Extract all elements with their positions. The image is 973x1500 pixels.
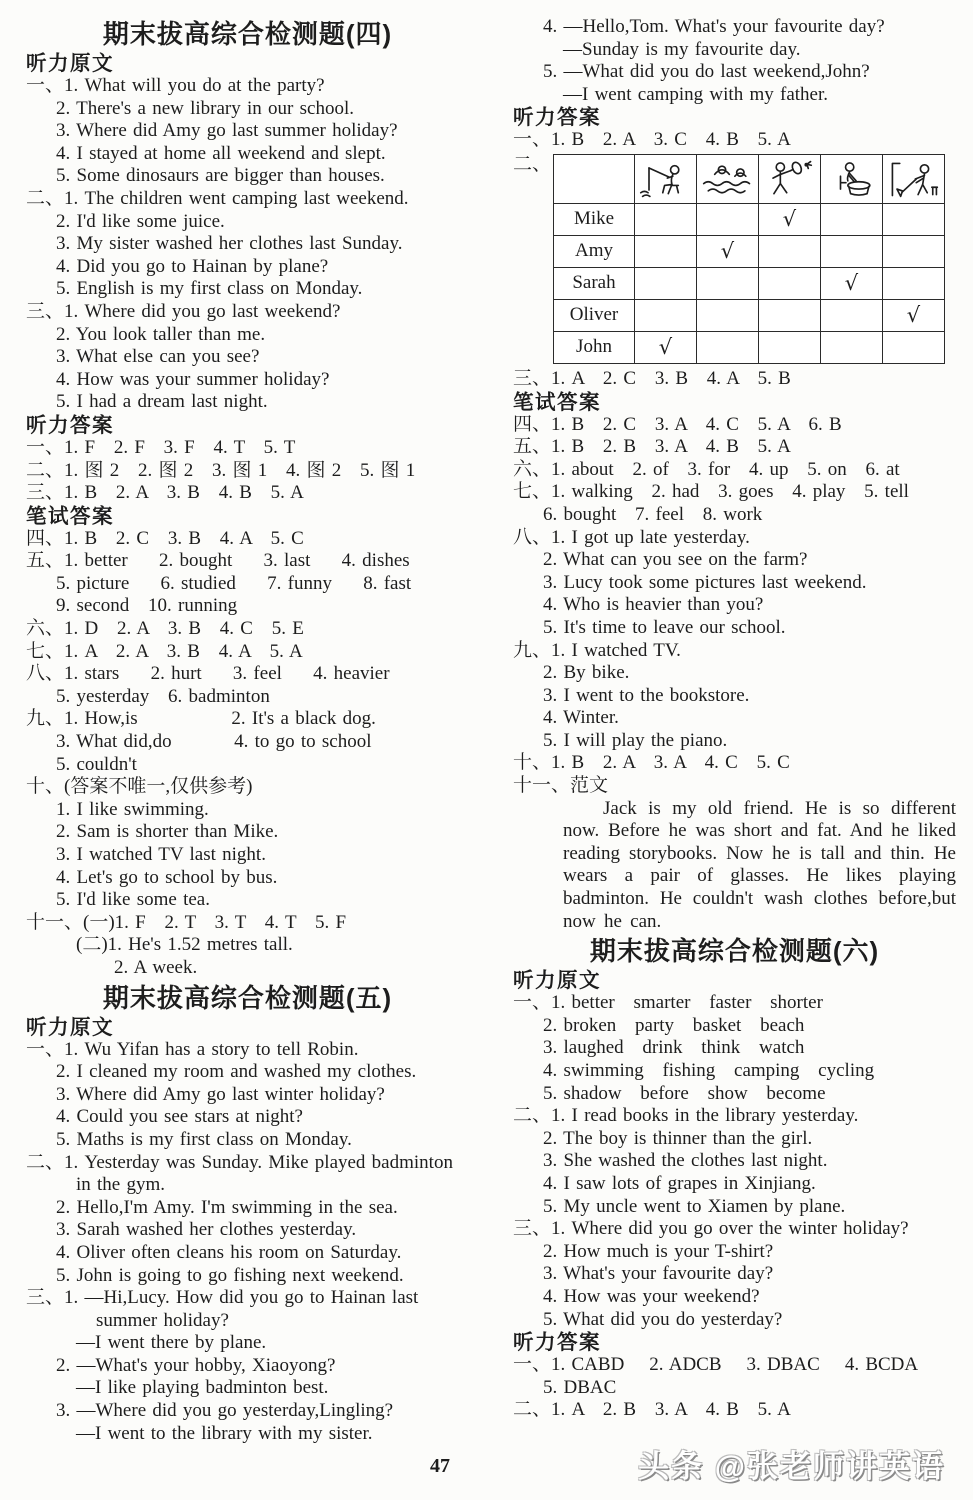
text-line: 5. English is my first class on Monday. [56, 278, 363, 300]
text-line: summer holiday? [96, 1309, 229, 1331]
text-line: 5. Some dinosaurs are bigger than houses. [56, 165, 385, 187]
part-heading: 听力答案 [513, 1331, 601, 1355]
empty-cell [635, 203, 697, 235]
text-line: 四、1. B 2. C 3. B 4. A 5. C [26, 527, 304, 549]
text-line: 十、1. B 2. A 3. A 4. C 5. C [513, 752, 790, 774]
check-mark: √ [759, 203, 821, 235]
text-line: 七、1. A 2. A 3. B 4. A 5. A [26, 640, 303, 662]
text-line: 3. I went to the bookstore. [543, 684, 750, 706]
text-line: 五、1. better 2. bought 3. last 4. dishes [26, 550, 410, 572]
text-line: 八、1. stars 2. hurt 3. feel 4. heavier [26, 663, 390, 685]
text-line: 5. I'd like some tea. [56, 889, 210, 911]
text-line: 5. DBAC [543, 1376, 617, 1398]
part-heading: 听力原文 [513, 969, 601, 993]
table-row [554, 299, 945, 331]
text-line: 3. My sister washed her clothes last Sunday. [56, 233, 403, 255]
text-line: 5. couldn't [56, 753, 137, 775]
text-line: 4. How was your summer holiday? [56, 368, 330, 390]
check-mark: √ [883, 299, 945, 331]
part-heading: 听力答案 [26, 413, 114, 437]
text-line: 二、1. 图 2 2. 图 2 3. 图 1 4. 图 2 5. 图 1 [26, 459, 416, 481]
text-line: 9. second 10. running [56, 595, 238, 617]
text-line: 2. I'd like some juice. [56, 210, 225, 232]
empty-cell [821, 331, 883, 363]
empty-cell [821, 235, 883, 267]
listening-match-section [513, 154, 956, 364]
text-line: 5. I had a dream last night. [56, 391, 268, 413]
text-line: —Sunday is my favourite day. [563, 38, 801, 60]
text-line: 2. How much is your T-shirt? [543, 1240, 774, 1262]
text-line: 一、1. better smarter faster shorter [513, 992, 823, 1014]
part-heading: 听力答案 [513, 106, 601, 130]
text-line: 3. What else can you see? [56, 346, 260, 368]
text-line: —I like playing badminton best. [76, 1377, 329, 1399]
text-line: 5. John is going to go fishing next weekend. [56, 1264, 404, 1286]
text-line: 八、1. I got up late yesterday. [513, 526, 750, 548]
text-line: —I went camping with my father. [563, 83, 828, 105]
test-title: 期末拔高综合检测题(六) [589, 936, 880, 967]
text-line: 5. It's time to leave our school. [543, 616, 786, 638]
table-row [554, 235, 945, 267]
watermark: 头条 @张老师讲英语 [638, 1449, 945, 1484]
text-line: 2. I cleaned my room and washed my clothes. [56, 1061, 417, 1083]
test-title: 期末拔高综合检测题(五) [102, 982, 393, 1013]
empty-cell [697, 203, 759, 235]
text-line: 3. Where did Amy go last winter holiday? [56, 1083, 385, 1105]
text-line: 4. Who is heavier than you? [543, 594, 764, 616]
empty-cell [635, 235, 697, 267]
empty-cell [883, 267, 945, 299]
text-line: 2. Hello,I'm Amy. I'm swimming in the sea. [56, 1196, 398, 1218]
washing-clothes-icon [821, 154, 883, 203]
check-mark: √ [635, 331, 697, 363]
empty-cell [635, 267, 697, 299]
empty-cell [883, 331, 945, 363]
text-line: 三、1. Where did you go last weekend? [26, 300, 341, 322]
empty-cell [883, 203, 945, 235]
text-line: 5. My uncle went to Xiamen by plane. [543, 1195, 846, 1217]
text-line: 5. Maths is my first class on Monday. [56, 1128, 352, 1150]
text-line: 七、1. walking 2. had 3. goes 4. play 5. tell [513, 481, 909, 503]
text-line: 一、1. CABD 2. ADCB 3. DBAC 4. BCDA [513, 1354, 919, 1376]
part-heading: 听力原文 [26, 1015, 114, 1039]
text-line: 3. —Where did you go yesterday,Lingling? [56, 1400, 394, 1422]
text-line: 十、(答案不唯一,仅供参考) [26, 776, 253, 798]
student-name: Amy [554, 235, 635, 267]
student-name: John [554, 331, 635, 363]
text-line: 2. You look taller than me. [56, 323, 266, 345]
student-name: Mike [554, 203, 635, 235]
empty-cell [697, 267, 759, 299]
text-line: 一、1. Wu Yifan has a story to tell Robin. [26, 1038, 359, 1060]
text-line: 3. She washed the clothes last night. [543, 1150, 828, 1172]
essay-paragraph: Jack is my old friend. He is so different now. Before he was short and fat. And he liked reading storybooks. Now he is tall and thin. He wears a pair of glasses. He likes playing badminton. He couldn't wash clothes before,but now he can. [563, 797, 956, 932]
text-line: 五、1. B 2. B 3. A 4. B 5. A [513, 436, 791, 458]
empty-cell [759, 299, 821, 331]
empty-cell [635, 299, 697, 331]
text-line: 4. Winter. [543, 707, 619, 729]
empty-cell [697, 331, 759, 363]
text-line: 2. Sam is shorter than Mike. [56, 821, 279, 843]
left-column [26, 16, 469, 1445]
text-line: 2. —What's your hobby, Xiaoyong? [56, 1354, 336, 1376]
text-line: 5. picture 6. studied 7. funny 8. fast [56, 572, 412, 594]
text-line: 十一、范文 [513, 775, 609, 797]
student-name: Oliver [554, 299, 635, 331]
sweeping-icon [883, 154, 945, 203]
text-line: 5. shadow before show become [543, 1082, 826, 1104]
table-row [554, 267, 945, 299]
badminton-icon [759, 154, 821, 203]
student-name: Sarah [554, 267, 635, 299]
part-heading: 笔试答案 [26, 504, 114, 528]
activity-table [553, 154, 945, 364]
text-line: 2. There's a new library in our school. [56, 97, 354, 119]
text-line: in the gym. [76, 1174, 166, 1196]
empty-cell [883, 235, 945, 267]
text-line: 4. Oliver often cleans his room on Saturday. [56, 1241, 402, 1263]
text-line: 4. Could you see stars at night? [56, 1106, 303, 1128]
text-line: 5. I will play the piano. [543, 729, 728, 751]
text-line: 十一、(一)1. F 2. T 3. T 4. T 5. F [26, 911, 347, 933]
text-line: 四、1. B 2. C 3. A 4. C 5. A 6. B [513, 413, 842, 435]
table-row [554, 331, 945, 363]
text-line: 2. broken party basket beach [543, 1014, 805, 1036]
check-mark: √ [697, 235, 759, 267]
text-line: 二、1. A 2. B 3. A 4. B 5. A [513, 1399, 791, 1421]
section-marker: 二、 [513, 153, 552, 175]
page-number: 47 [430, 1455, 450, 1477]
text-line: 4. How was your weekend? [543, 1285, 760, 1307]
text-line: 三、1. A 2. C 3. B 4. A 5. B [513, 367, 791, 389]
text-line: 3. What's your favourite day? [543, 1263, 774, 1285]
empty-cell [821, 203, 883, 235]
text-line: 3. I watched TV last night. [56, 844, 266, 865]
table-corner-cell [554, 154, 635, 203]
table-row [554, 203, 945, 235]
part-heading: 听力原文 [26, 52, 114, 75]
text-line: 4. I stayed at home all weekend and slept. [56, 142, 386, 164]
text-line: 4. I saw lots of grapes in Xinjiang. [543, 1172, 816, 1194]
text-line: 六、1. D 2. A 3. B 4. C 5. E [26, 618, 304, 640]
text-line: 一、1. What will you do at the party? [26, 75, 325, 96]
text-line: 九、1. How,is 2. It's a black dog. [26, 708, 376, 730]
empty-cell [759, 235, 821, 267]
text-line: 二、1. Yesterday was Sunday. Mike played badminton [26, 1151, 453, 1173]
text-line: 3. Sarah washed her clothes yesterday. [56, 1219, 357, 1241]
text-line: 3. What did,do 4. to go to school [56, 731, 372, 753]
fishing-icon [635, 154, 697, 203]
text-line: 二、1. I read books in the library yesterday. [513, 1105, 859, 1127]
text-line: 三、1. Where did you go over the winter holiday? [513, 1218, 909, 1240]
text-line: 5. What did you do yesterday? [543, 1308, 783, 1330]
text-line: 3. Where did Amy go last summer holiday? [56, 120, 398, 142]
test-title: 期末拔高综合检测题(四) [102, 19, 393, 49]
text-line: 三、1. B 2. A 3. B 4. B 5. A [26, 482, 304, 504]
empty-cell [759, 267, 821, 299]
text-line: —I went there by plane. [76, 1332, 267, 1354]
text-line: 4. Let's go to school by bus. [56, 866, 278, 888]
text-line: 4. —Hello,Tom. What's your favourite day? [543, 16, 885, 37]
text-line: 2. What can you see on the farm? [543, 549, 808, 571]
text-line: 3. laughed drink think watch [543, 1037, 805, 1059]
check-mark: √ [821, 267, 883, 299]
text-line: 九、1. I watched TV. [513, 639, 681, 661]
text-line: (二)1. He's 1.52 metres tall. [76, 934, 293, 956]
text-line: 4. swimming fishing camping cycling [543, 1060, 875, 1081]
empty-cell [697, 299, 759, 331]
swimming-icon [697, 154, 759, 203]
text-line: 1. I like swimming. [56, 798, 209, 820]
text-line: 2. By bike. [543, 662, 630, 684]
text-line: 一、1. F 2. F 3. F 4. T 5. T [26, 436, 296, 458]
text-line: 3. Lucy took some pictures last weekend. [543, 571, 867, 593]
text-line: 二、1. The children went camping last weekend. [26, 187, 409, 209]
text-line: 5. —What did you do last weekend,John? [543, 61, 870, 83]
text-line: 4. Did you go to Hainan by plane? [56, 255, 329, 277]
text-line: —I went to the library with my sister. [76, 1422, 373, 1444]
part-heading: 笔试答案 [513, 390, 601, 414]
text-line: 5. yesterday 6. badminton [56, 685, 270, 707]
text-line: 2. The boy is thinner than the girl. [543, 1127, 813, 1149]
table-header-row [554, 154, 945, 203]
text-line: 一、1. B 2. A 3. C 4. B 5. A [513, 129, 791, 151]
text-line: 6. bought 7. feel 8. work [543, 503, 763, 525]
empty-cell [759, 331, 821, 363]
right-column [513, 16, 956, 1445]
text-line: 六、1. about 2. of 3. for 4. up 5. on 6. at [513, 458, 900, 480]
text-line: 2. A week. [114, 956, 198, 978]
text-line: 三、1. —Hi,Lucy. How did you go to Hainan last [26, 1287, 419, 1309]
empty-cell [821, 299, 883, 331]
